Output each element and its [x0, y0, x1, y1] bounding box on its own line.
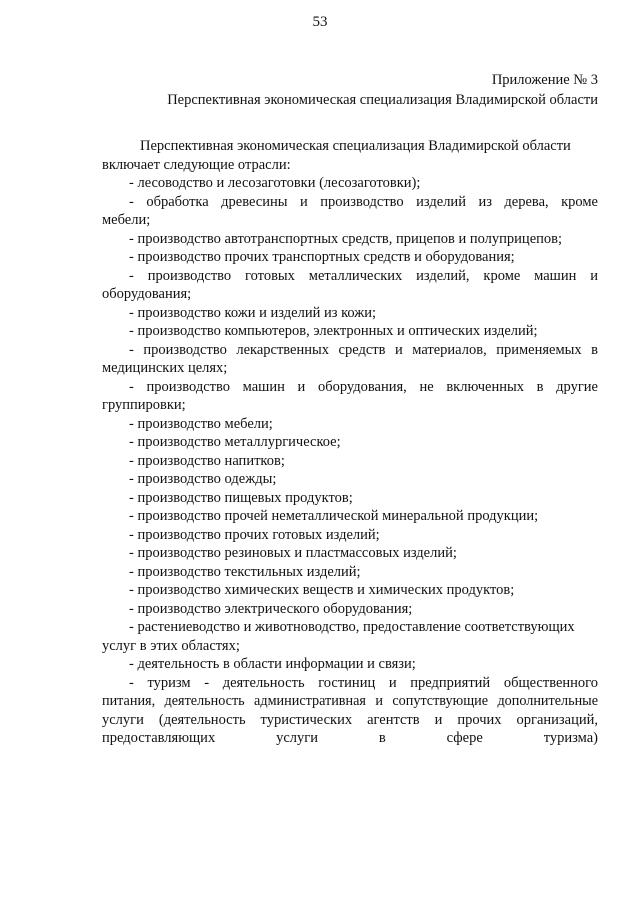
list-item: - производство прочих готовых изделий; [129, 526, 380, 543]
list-item-continuation: медицинских целях; [102, 360, 228, 376]
appendix-title: Перспективная экономическая специализация Владимирской области [167, 92, 598, 108]
list-item: - производство одежды; [129, 471, 277, 487]
list-item: - производство прочих транспортных средств и оборудования; [129, 249, 515, 265]
list-item-continuation: услуги (деятельность туристических агентств и прочих организаций, [102, 711, 598, 728]
document-body [102, 137, 598, 748]
intro-line: Перспективная экономическая специализация Владимирской области [140, 138, 571, 154]
list-item: - обработка древесины и производство изделий из дерева, кроме [129, 193, 598, 210]
list-item-continuation: оборудования; [102, 286, 192, 302]
list-item-continuation: предоставляющих услуги в сфере туризма) [102, 730, 598, 746]
list-item: - растениеводство и животноводство, предоставление соответствующих [129, 619, 575, 635]
list-item: - производство химических веществ и химических продуктов; [129, 582, 515, 598]
list-item: - производство лекарственных средств и материалов, применяемых в [129, 341, 598, 358]
list-item: - производство напитков; [129, 452, 285, 469]
list-item: - производство компьютеров, электронных и оптических изделий; [129, 323, 538, 339]
list-item: - производство кожи и изделий из кожи; [129, 304, 377, 321]
list-item: - лесоводство и лесозаготовки (лесозаготовки); [129, 175, 421, 191]
appendix-label: Приложение № 3 [491, 72, 598, 88]
page-number: 53 [312, 14, 328, 30]
list-item-continuation: услуг в этих областях; [102, 637, 240, 654]
list-item: - производство металлургическое; [129, 434, 341, 450]
list-item: - производство мебели; [129, 415, 273, 432]
intro-line: включает следующие отрасли: [102, 156, 291, 173]
list-item: - производство автотранспортных средств, прицепов и полуприцепов; [129, 230, 563, 247]
list-item: - производство пищевых продуктов; [129, 489, 353, 506]
list-item: - производство машин и оборудования, не включенных в другие [129, 378, 598, 395]
list-item: - производство готовых металлических изделий, кроме машин и [129, 267, 598, 284]
list-item: - производство электрического оборудования; [129, 600, 413, 617]
list-item: - производство текстильных изделий; [129, 563, 361, 580]
list-item-continuation: питания, деятельность административная и сопутствующие дополнительные [102, 693, 598, 709]
list-item: - деятельность в области информации и связи; [129, 656, 416, 672]
list-item-continuation: группировки; [102, 397, 186, 413]
list-item: - производство резиновых и пластмассовых изделий; [129, 545, 457, 561]
list-item-continuation: мебели; [102, 212, 151, 228]
list-item: - туризм - деятельность гостиниц и предприятий общественного [129, 674, 598, 691]
list-item: - производство прочей неметаллической минеральной продукции; [129, 508, 539, 524]
